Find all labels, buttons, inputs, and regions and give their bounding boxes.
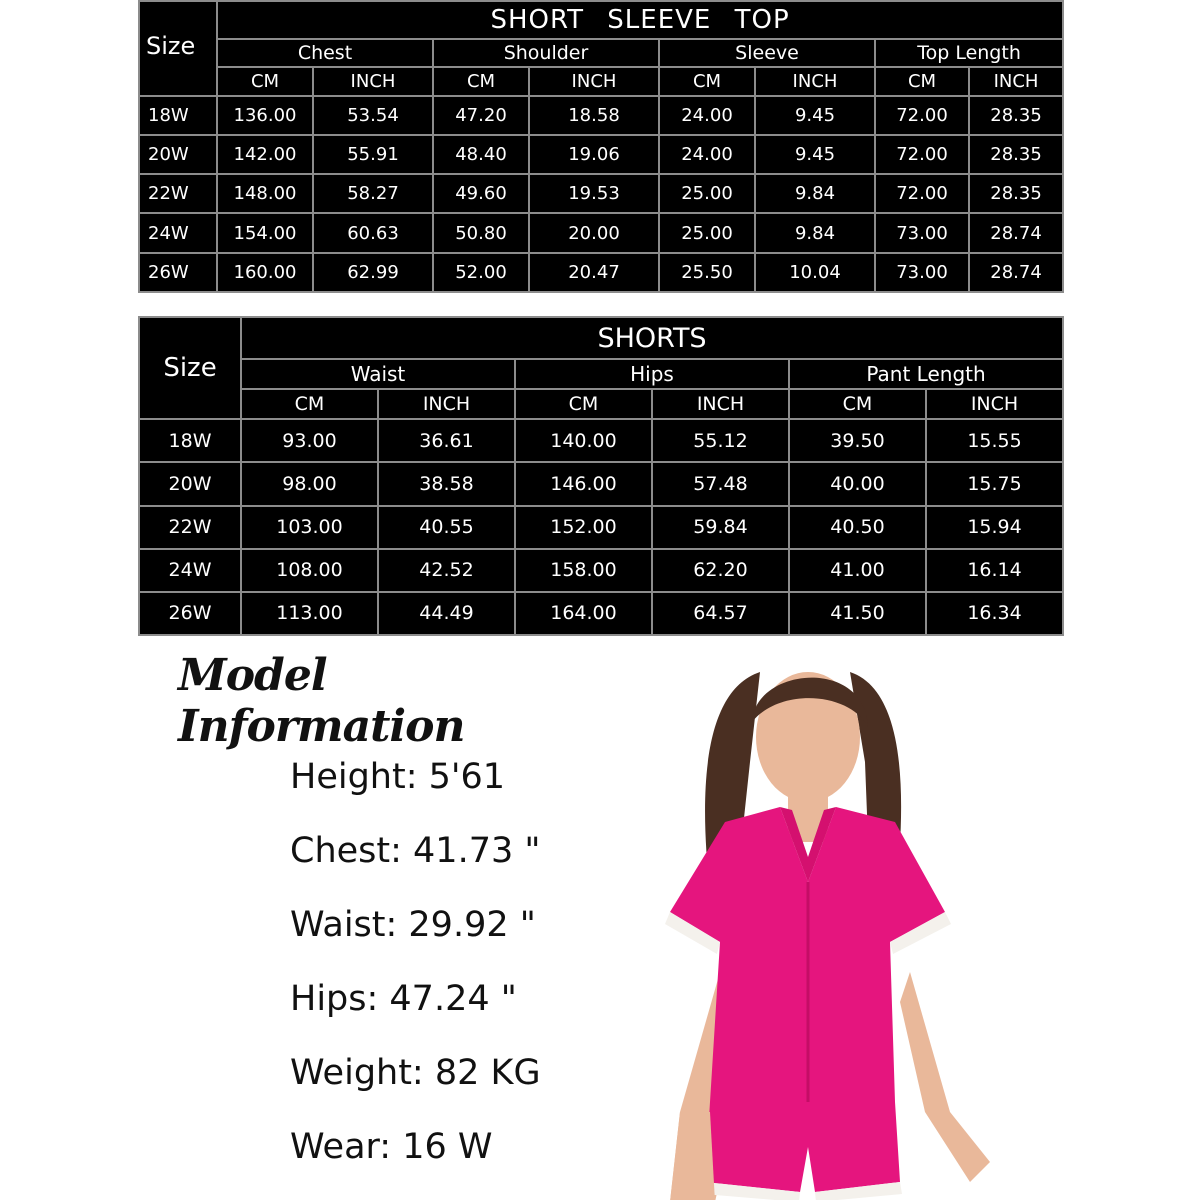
- value-cell: 10.04: [755, 253, 875, 292]
- value-cell: 28.35: [969, 135, 1063, 174]
- table-row: [139, 462, 1063, 505]
- unit-header: CM: [241, 389, 378, 419]
- value-cell: 40.55: [378, 506, 515, 549]
- value-cell: 50.80: [433, 213, 529, 252]
- size-cell: 18W: [139, 96, 217, 135]
- unit-header: CM: [789, 389, 926, 419]
- value-cell: 20.00: [529, 213, 659, 252]
- value-cell: 108.00: [241, 549, 378, 592]
- value-cell: 28.74: [969, 253, 1063, 292]
- top-size-table: [138, 0, 1064, 293]
- value-cell: 64.57: [652, 592, 789, 635]
- value-cell: 62.20: [652, 549, 789, 592]
- value-cell: 28.35: [969, 174, 1063, 213]
- value-cell: 24.00: [659, 135, 755, 174]
- size-cell: 20W: [139, 462, 241, 505]
- unit-header: CM: [659, 67, 755, 95]
- model-info-heading: Model Information: [178, 650, 465, 752]
- value-cell: 28.35: [969, 96, 1063, 135]
- shorts-table-body: [139, 419, 1063, 635]
- value-cell: 59.84: [652, 506, 789, 549]
- value-cell: 16.34: [926, 592, 1063, 635]
- unit-header: INCH: [313, 67, 433, 95]
- group-header: Waist: [241, 359, 515, 389]
- value-cell: 62.99: [313, 253, 433, 292]
- value-cell: 72.00: [875, 174, 969, 213]
- value-cell: 103.00: [241, 506, 378, 549]
- value-cell: 148.00: [217, 174, 313, 213]
- unit-header: INCH: [378, 389, 515, 419]
- value-cell: 9.84: [755, 174, 875, 213]
- unit-header: INCH: [926, 389, 1063, 419]
- value-cell: 154.00: [217, 213, 313, 252]
- unit-header: INCH: [652, 389, 789, 419]
- value-cell: 158.00: [515, 549, 652, 592]
- value-cell: 53.54: [313, 96, 433, 135]
- unit-header: CM: [875, 67, 969, 95]
- shorts-size-table: [138, 316, 1064, 636]
- table-row: [139, 506, 1063, 549]
- table-row: [139, 213, 1063, 252]
- value-cell: 146.00: [515, 462, 652, 505]
- value-cell: 73.00: [875, 213, 969, 252]
- value-cell: 25.50: [659, 253, 755, 292]
- value-cell: 52.00: [433, 253, 529, 292]
- group-header: Sleeve: [659, 39, 875, 67]
- value-cell: 72.00: [875, 135, 969, 174]
- value-cell: 39.50: [789, 419, 926, 462]
- size-cell: 24W: [139, 549, 241, 592]
- value-cell: 9.45: [755, 96, 875, 135]
- value-cell: 20.47: [529, 253, 659, 292]
- value-cell: 58.27: [313, 174, 433, 213]
- value-cell: 19.06: [529, 135, 659, 174]
- value-cell: 47.20: [433, 96, 529, 135]
- value-cell: 55.12: [652, 419, 789, 462]
- unit-header: CM: [433, 67, 529, 95]
- value-cell: 42.52: [378, 549, 515, 592]
- value-cell: 60.63: [313, 213, 433, 252]
- model-info-line: Chest: 41.73 ": [290, 831, 541, 871]
- model-info-line: Height: 5'61: [290, 757, 506, 797]
- size-cell: 22W: [139, 506, 241, 549]
- unit-header: INCH: [755, 67, 875, 95]
- top-table-body: [139, 96, 1063, 292]
- value-cell: 93.00: [241, 419, 378, 462]
- table-row: [139, 419, 1063, 462]
- value-cell: 164.00: [515, 592, 652, 635]
- size-cell: 20W: [139, 135, 217, 174]
- model-photo: [640, 642, 1020, 1200]
- value-cell: 15.75: [926, 462, 1063, 505]
- table-row: [139, 253, 1063, 292]
- value-cell: 98.00: [241, 462, 378, 505]
- model-info-line: Waist: 29.92 ": [290, 905, 536, 945]
- table-row: [139, 592, 1063, 635]
- value-cell: 152.00: [515, 506, 652, 549]
- value-cell: 57.48: [652, 462, 789, 505]
- size-cell: 24W: [139, 213, 217, 252]
- table-row: [139, 96, 1063, 135]
- value-cell: 15.94: [926, 506, 1063, 549]
- model-info-line: Hips: 47.24 ": [290, 979, 517, 1019]
- unit-header: INCH: [969, 67, 1063, 95]
- value-cell: 72.00: [875, 96, 969, 135]
- size-header: Size: [139, 317, 241, 419]
- model-info-line: Wear: 16 W: [290, 1127, 493, 1167]
- value-cell: 48.40: [433, 135, 529, 174]
- group-header: Pant Length: [789, 359, 1063, 389]
- table-row: [139, 135, 1063, 174]
- model-info-list: [290, 740, 541, 1184]
- value-cell: 24.00: [659, 96, 755, 135]
- value-cell: 40.00: [789, 462, 926, 505]
- value-cell: 25.00: [659, 213, 755, 252]
- value-cell: 44.49: [378, 592, 515, 635]
- value-cell: 55.91: [313, 135, 433, 174]
- size-cell: 26W: [139, 253, 217, 292]
- value-cell: 40.50: [789, 506, 926, 549]
- group-header: Top Length: [875, 39, 1063, 67]
- value-cell: 16.14: [926, 549, 1063, 592]
- table-title: SHORT SLEEVE TOP: [217, 1, 1063, 39]
- value-cell: 136.00: [217, 96, 313, 135]
- value-cell: 160.00: [217, 253, 313, 292]
- size-header: Size: [139, 1, 217, 96]
- table-row: [139, 174, 1063, 213]
- value-cell: 73.00: [875, 253, 969, 292]
- value-cell: 19.53: [529, 174, 659, 213]
- group-header: Shoulder: [433, 39, 659, 67]
- value-cell: 9.45: [755, 135, 875, 174]
- value-cell: 9.84: [755, 213, 875, 252]
- size-cell: 22W: [139, 174, 217, 213]
- value-cell: 36.61: [378, 419, 515, 462]
- value-cell: 25.00: [659, 174, 755, 213]
- unit-header: CM: [217, 67, 313, 95]
- value-cell: 142.00: [217, 135, 313, 174]
- value-cell: 49.60: [433, 174, 529, 213]
- group-header: Hips: [515, 359, 789, 389]
- value-cell: 41.50: [789, 592, 926, 635]
- table-title: SHORTS: [241, 317, 1063, 359]
- value-cell: 28.74: [969, 213, 1063, 252]
- value-cell: 18.58: [529, 96, 659, 135]
- group-header: Chest: [217, 39, 433, 67]
- table-row: [139, 549, 1063, 592]
- value-cell: 38.58: [378, 462, 515, 505]
- size-cell: 26W: [139, 592, 241, 635]
- model-info-line: Weight: 82 KG: [290, 1053, 541, 1093]
- value-cell: 140.00: [515, 419, 652, 462]
- value-cell: 15.55: [926, 419, 1063, 462]
- value-cell: 113.00: [241, 592, 378, 635]
- unit-header: INCH: [529, 67, 659, 95]
- value-cell: 41.00: [789, 549, 926, 592]
- unit-header: CM: [515, 389, 652, 419]
- size-cell: 18W: [139, 419, 241, 462]
